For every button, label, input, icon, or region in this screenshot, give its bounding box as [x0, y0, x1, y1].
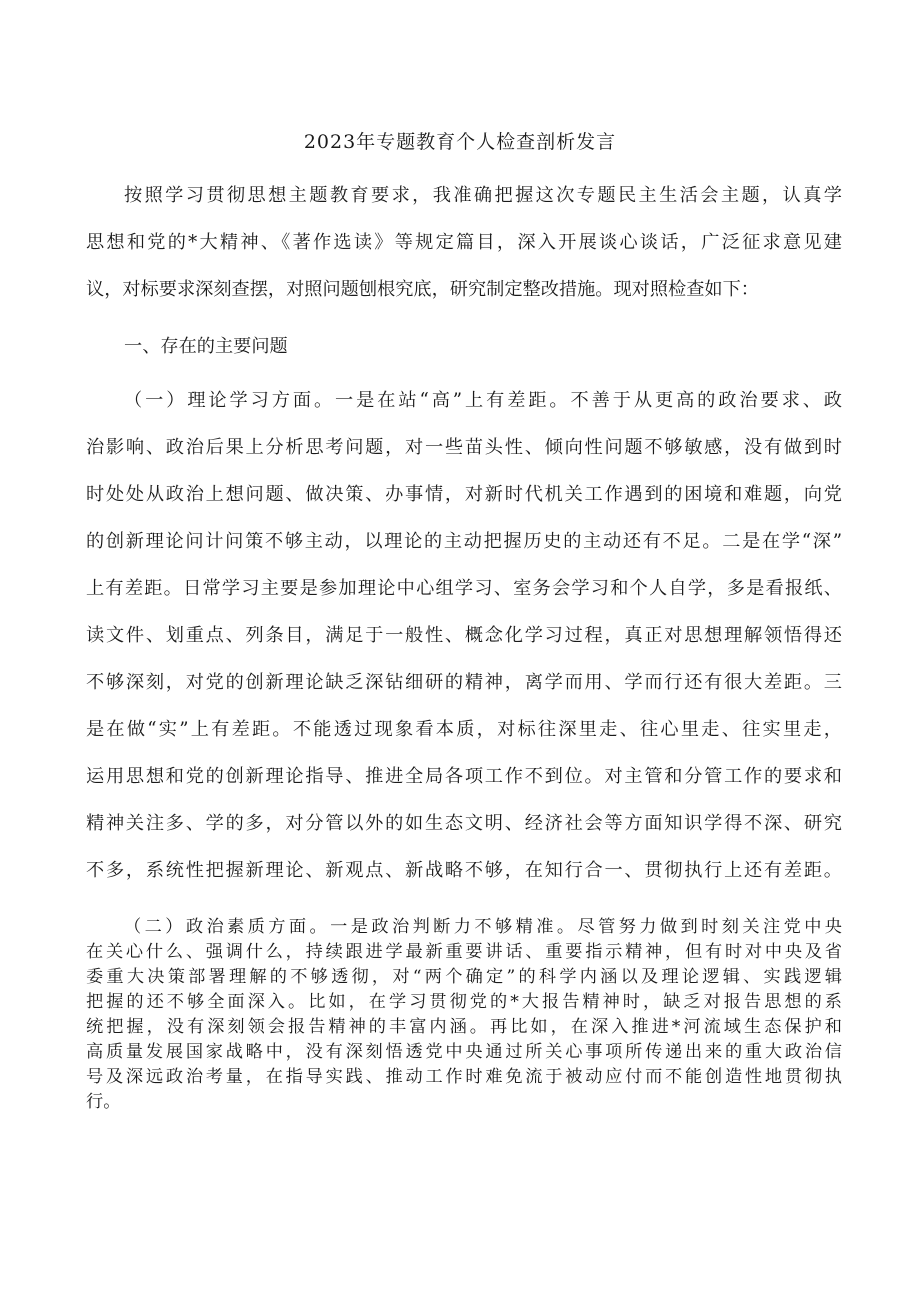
intro-line: 按照学习贯彻思想主题教育要求，我准确把握这次专题民主生活会主题，认真学	[124, 185, 842, 206]
paragraph-line: 上有差距。日常学习主要是参加理论中心组学习、室务会学习和个人自学，多是看报纸、	[86, 578, 842, 599]
paragraph-line: 统把握，没有深刻领会报告精神的丰富内涵。再比如，在深入推进*河流域生态保护和	[86, 1017, 842, 1037]
paragraph-line: 行。	[86, 1092, 121, 1112]
paragraph-line: 把握的还不够全面深入。比如，在学习贯彻党的*大报告精神时，缺乏对报告思想的系	[86, 992, 842, 1012]
paragraph-line: 的创新理论问计问策不够主动，以理论的主动把握历史的主动还有不足。二是在学“深”	[86, 531, 842, 552]
paragraph-line: 不多，系统性把握新理论、新观点、新战略不够，在知行合一、贯彻执行上还有差距。	[86, 860, 842, 881]
paragraph-line: 不够深刻，对党的创新理论缺乏深钻细研的精神，离学而用、学而行还有很大差距。三	[86, 672, 842, 693]
paragraph-line: 运用思想和党的创新理论指导、推进全局各项工作不到位。对主管和分管工作的要求和	[86, 766, 842, 787]
paragraph-line: 是在做“实”上有差距。不能透过现象看本质，对标往深里走、往心里走、往实里走，	[86, 719, 842, 740]
paragraph-line: （二）政治素质方面。一是政治判断力不够精准。尽管努力做到时刻关注党中央	[124, 917, 842, 937]
document-title: 2023年专题教育个人检查剖析发言	[303, 131, 617, 153]
paragraph-line: 委重大决策部署理解的不够透彻，对“两个确定”的科学内涵以及理论逻辑、实践逻辑	[86, 967, 842, 987]
paragraph-line: 高质量发展国家战略中，没有深刻悟透党中央通过所关心事项所传递出来的重大政治信	[86, 1042, 842, 1062]
paragraph-line: （一）理论学习方面。一是在站“高”上有差距。不善于从更高的政治要求、政	[124, 390, 842, 411]
paragraph-line: 时处处从政治上想问题、做决策、办事情，对新时代机关工作遇到的困境和难题，向党	[86, 484, 842, 505]
paragraph-line: 在关心什么、强调什么，持续跟进学最新重要讲话、重要指示精神，但有时对中央及省	[86, 942, 842, 962]
paragraph-line: 号及深远政治考量，在指导实践、推动工作时难免流于被动应付而不能创造性地贯彻执	[86, 1067, 842, 1087]
intro-line: 思想和党的*大精神、《著作选读》等规定篇目，深入开展谈心谈话，广泛征求意见建	[86, 232, 842, 253]
paragraph-line: 治影响、政治后果上分析思考问题，对一些苗头性、倾向性问题不够敏感，没有做到时	[86, 437, 842, 458]
intro-line: 议，对标要求深刻查摆，对照问题刨根究底，研究制定整改措施。现对照检查如下：	[86, 279, 759, 300]
paragraph-line: 精神关注多、学的多，对分管以外的如生态文明、经济社会等方面知识学得不深、研究	[86, 813, 842, 834]
section-heading: 一、存在的主要问题	[124, 336, 288, 357]
paragraph-line: 读文件、划重点、列条目，满足于一般性、概念化学习过程，真正对思想理解领悟得还	[86, 625, 842, 646]
